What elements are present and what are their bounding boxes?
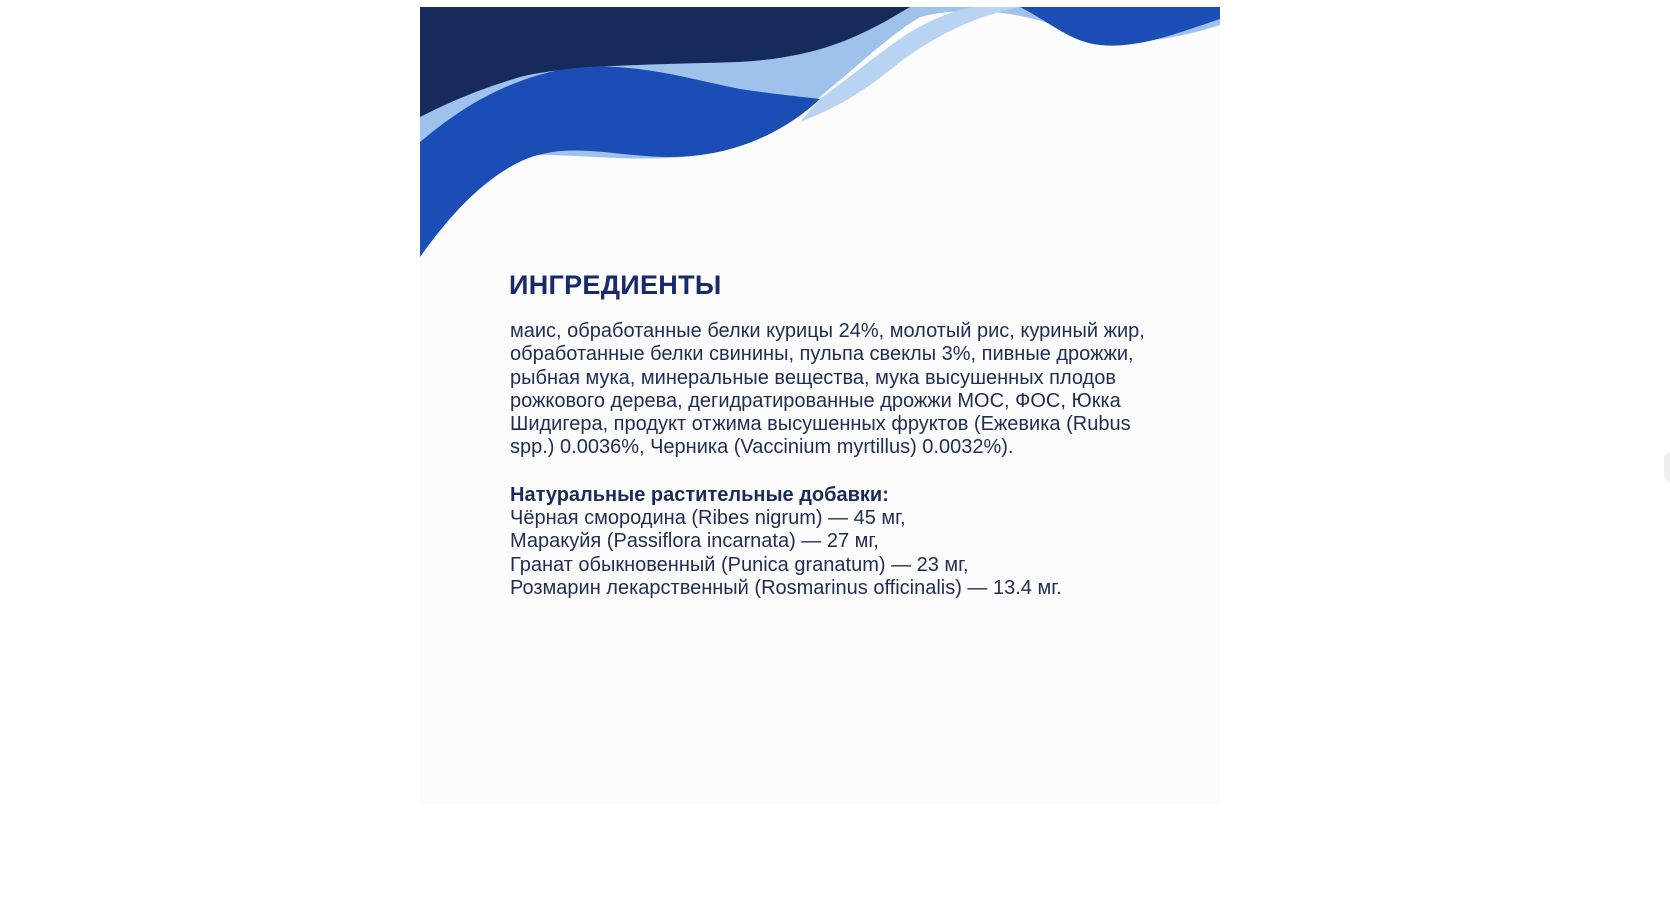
additive-item: Чёрная смородина (Ribes nigrum) — 45 мг, — [510, 507, 906, 530]
natural-additives-title: Натуральные растительные добавки: — [510, 483, 889, 506]
additive-item: Маракуйя (Passiflora incarnata) — 27 мг, — [510, 530, 879, 553]
ingredients-heading: ИНГРЕДИЕНТЫ — [509, 270, 722, 300]
natural-additives-list — [510, 484, 1169, 600]
next-slide-handle[interactable] — [1664, 452, 1670, 482]
additive-item: Розмарин лекарственный (Rosmarinus officinalis) — 13.4 мг. — [510, 576, 1062, 599]
ingredients-section — [509, 269, 1169, 600]
additive-item: Гранат обыкновенный (Punica granatum) — 23 мг, — [510, 553, 969, 576]
wave-decoration — [420, 7, 1220, 277]
ingredients-paragraph: маис, обработанные белки курицы 24%, молотый рис, куриный жир, обработанные белки свинины, пульпа свеклы 3%, пивные дрожжи, рыбная мука, минеральные вещества, мука высушенных плодов рожкового дерева, дегидратированные дрожжи МОС, ФОС, Юкка Шидигера, продукт отжима высушенных фруктов (Ежевика (Rubus spp.) 0.0036%, Черника (Vaccinium myrtillus) 0.0032%). — [510, 320, 1145, 459]
product-info-card — [420, 7, 1220, 804]
